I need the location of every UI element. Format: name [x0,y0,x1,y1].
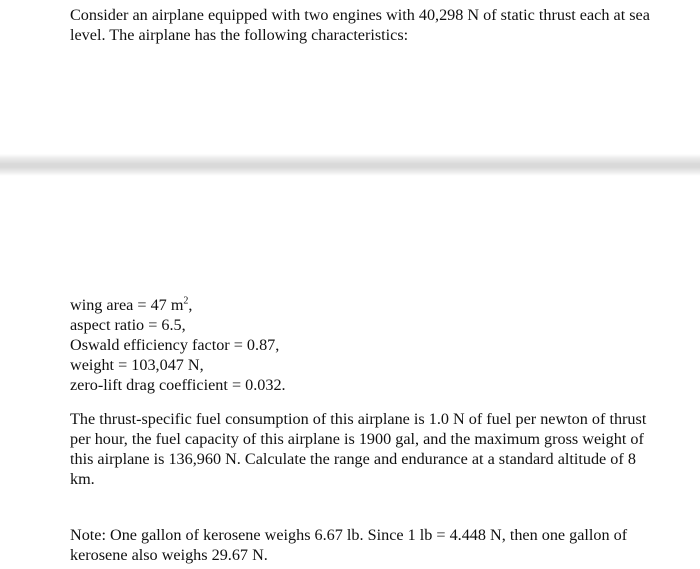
spec-wing-area-text: wing area = 47 m [70,296,184,314]
spec-zero-lift-drag: zero-lift drag coefficient = 0.032. [70,376,286,394]
spec-aspect-ratio: aspect ratio = 6.5, [70,316,186,334]
spec-oswald-efficiency: Oswald efficiency factor = 0.87, [70,336,280,354]
note-paragraph: Note: One gallon of kerosene weighs 6.67 lb. Since 1 lb = 4.448 N, then one gallon of kerosene also weighs 29.67 N. [70,526,628,564]
spec-wing-area [70,295,286,315]
spec-wing-area-exponent: 2 [183,295,189,307]
spec-wing-area-suffix: , [188,296,193,314]
section-divider [0,154,700,176]
fuel-paragraph: The thrust-specific fuel consumption of this airplane is 1.0 N of fuel per newton of thrust per hour, the fuel capacity of this airplane is 1900 gal, and the maximum gross weight of this airplane is 136,960 N. Calculate the range and endurance at a standard altitude of 8 km. [70,410,647,488]
intro-paragraph: Consider an airplane equipped with two engines with 40,298 N of static thrust each at sea level. The airplane has the following characteristics: [70,6,650,44]
characteristics-list [70,295,286,395]
spec-weight: weight = 103,047 N, [70,356,204,374]
